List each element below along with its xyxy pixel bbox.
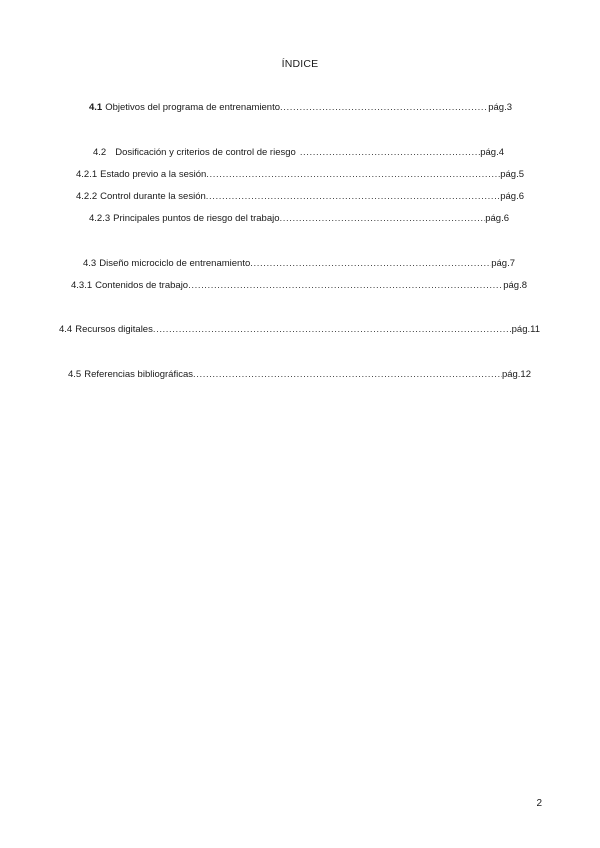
toc-entry-page: pág.4 xyxy=(480,147,504,158)
toc-entry-number: 4.2.2 xyxy=(76,191,98,202)
toc-entry xyxy=(59,324,540,336)
toc-entry-page: pág.6 xyxy=(485,213,509,224)
toc-leader xyxy=(153,324,512,336)
toc-leader xyxy=(206,169,500,181)
toc-entry xyxy=(83,258,515,270)
page-number: 2 xyxy=(536,798,542,809)
toc-leader xyxy=(193,369,502,381)
toc-entry-number: 4.3.1 xyxy=(71,280,93,291)
toc-entry xyxy=(71,280,527,292)
toc-entry-text: Control durante la sesión xyxy=(100,191,206,202)
toc-entry-page: pág.12 xyxy=(501,369,531,380)
toc-entry-number: 4.1 xyxy=(89,102,103,113)
toc-entry xyxy=(89,102,512,114)
toc-entry xyxy=(68,369,531,381)
toc-leader xyxy=(280,102,488,114)
toc-entry-text: Objetivos del programa de entrenamiento xyxy=(105,102,281,113)
toc-entry-page: pág.8 xyxy=(503,280,527,291)
toc-entry xyxy=(76,191,524,203)
toc-entry-page: pág.7 xyxy=(491,258,515,269)
toc-entry xyxy=(93,147,504,159)
toc-leader xyxy=(188,280,503,292)
toc-entry-number: 4.5 xyxy=(68,369,82,380)
toc-entry-text: Estado previo a la sesión xyxy=(100,169,207,180)
toc-entry-page: pág.11 xyxy=(511,324,540,335)
toc-entry-number: 4.2.3 xyxy=(89,213,111,224)
toc-entry-number: 4.3 xyxy=(83,258,97,269)
toc-entry-text: Referencias bibliográficas xyxy=(84,369,193,380)
toc-entry-page: pág.3 xyxy=(488,102,512,113)
toc-entry-number: 4.2 xyxy=(93,147,107,158)
toc-leader xyxy=(250,258,491,270)
toc-leader xyxy=(206,191,500,203)
toc-entry-page: pág.6 xyxy=(500,191,524,202)
toc-entry-text: Diseño microciclo de entrenamiento xyxy=(99,258,251,269)
toc-entry xyxy=(76,169,524,181)
toc-entry xyxy=(89,213,509,225)
toc-entry-text: Principales puntos de riesgo del trabajo xyxy=(113,213,280,224)
toc-entry-page: pág.5 xyxy=(500,169,524,180)
toc-entry-number: 4.4 xyxy=(59,324,73,335)
toc-leader xyxy=(300,147,480,159)
toc-entry-text: Recursos digitales xyxy=(75,324,153,335)
toc-entry-text: Dosificación y criterios de control de riesgo xyxy=(115,147,296,158)
toc-leader xyxy=(280,213,486,225)
page-title: ÍNDICE xyxy=(281,58,319,70)
toc-entry-text: Contenidos de trabajo xyxy=(95,280,189,291)
toc-entry-number: 4.2.1 xyxy=(76,169,98,180)
